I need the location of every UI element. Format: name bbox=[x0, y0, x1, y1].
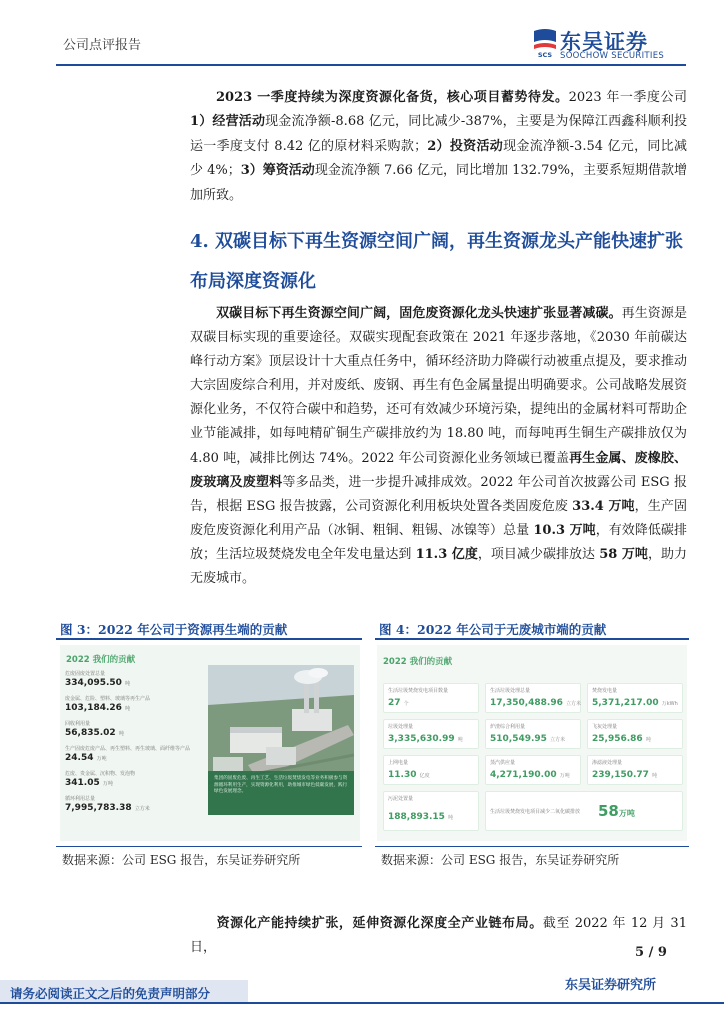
dual-carbon-lead: 双碳目标下再生资源空间广阔，固危废资源化龙头快速扩张显著减碳。 bbox=[216, 306, 622, 321]
fig4-card: 上网电量 11.30 亿度 bbox=[383, 755, 479, 785]
logo-mark-text: SCS bbox=[537, 51, 553, 58]
paragraph-cashflow: 2023 一季度持续为深度资源化备货，核心项目蓄势待发。2023 年一季度公司 1）经营活动现金流净额-8.68 亿元，同比减少-387%，主要是为保障江西鑫科顺利投运一季度支付 8.42 亿的原材料采购款；2）投资活动现金流净额-3.54 亿元，同比减少 4%；3）筹资活动现金流净额 7.66 亿元，同比增加 132.79%，主要系短期借款增加所致。 bbox=[190, 90, 687, 203]
figure-3-source: 数据来源：公司 ESG 报告，东吴证券研究所 bbox=[62, 853, 301, 867]
figure-4-source: 数据来源：公司 ESG 报告，东吴证券研究所 bbox=[381, 853, 620, 867]
report-type: 公司点评报告 bbox=[63, 38, 142, 53]
cashflow-lead: 2023 一季度持续为深度资源化备货，核心项目蓄势待发。 bbox=[216, 90, 569, 105]
fig4-title: 2022 我们的贡献 bbox=[383, 657, 453, 667]
soochow-logo-icon bbox=[532, 28, 558, 58]
section-heading: 4. 双碳目标下再生资源空间广阔，再生资源龙头产能快速扩张布局深度资源化 bbox=[190, 231, 684, 292]
fig3-stat: 回收利用量 56,835.02 吨 bbox=[65, 721, 124, 738]
research-institute-name: 东吴证券研究所 bbox=[565, 978, 657, 993]
disclaimer-text: 请务必阅读正文之后的免责声明部分 bbox=[10, 986, 211, 1001]
photo-caption: 集团的固废危废、再生工艺、生活垃圾焚烧发电等业务积极参与资源循环利用生产，实现资源化利用，助推城市绿色低碳发展，践行绿色发展理念。 bbox=[208, 771, 354, 815]
fig4-card: 炉渣综合利用量 510,549.95 立方米 bbox=[485, 719, 581, 749]
fig4-card: 渗滤液处理量 239,150.77 吨 bbox=[587, 755, 683, 785]
fig4-card: 污泥处置量 188,893.15 吨 bbox=[383, 791, 479, 831]
fig3-stat: 危废、贵金属、沉积物、发泡物 341.05 万吨 bbox=[65, 771, 136, 788]
disclaimer-banner bbox=[0, 980, 248, 1004]
page-number: 5 / 9 bbox=[635, 945, 667, 960]
figure-4-caption: 图 4：2022 年公司于无废城市端的贡献 bbox=[379, 622, 607, 637]
fig3-stat: 危废固废处置总量 334,095.50 吨 bbox=[65, 671, 131, 688]
capacity-lead: 资源化产能持续扩张，延伸资源化深度全产业链布局。 bbox=[216, 916, 543, 931]
figure-3-caption: 图 3：2022 年公司于资源再生端的贡献 bbox=[60, 622, 288, 637]
figure-3-image bbox=[60, 645, 360, 841]
figure-4-rule bbox=[375, 638, 689, 640]
fig3-stat: 循环利用总量 7,995,783.38 立方米 bbox=[65, 796, 150, 813]
fig4-card: 焚烧发电量 5,371,217.00 万kWh bbox=[587, 683, 683, 713]
paragraph-dual-carbon: 双碳目标下再生资源空间广阔，固危废资源化龙头快速扩张显著减碳。再生资源是双碳目标实现的重要途径。双碳实现配套政策在 2021 年逐步落地，《2030 年前碳达峰行动方案》顶层设计十大重点任务中，循环经济助力降碳行动被重点提及，要求推动大宗固废综合利用，并对废纸、废钢、再生有色金属量提出明确要求。公司战略发展资源化业务，不仅符合碳中和趋势，还可有效减少环境污染，提纯出的金属材料可帮助企业节能减排，如每吨精矿铜生产碳排放约为 18.80 吨，而每吨再生铜生产碳排放仅为 4.80 吨，减排比例达 74%。2022 年公司资源化业务领域已覆盖再生金属、废橡胶、废玻璃及废塑料等多品类，进一步提升减排成效。2022 年公司首次披露公司 ESG 报告，根据 ESG 报告披露，公司资源化利用板块处置各类固废危废 33.4 万吨，生产固废危废资源化利用产品（冰铜、粗铜、粗锡、冰镍等）总量 10.3 万吨，有效降低碳排放；生活垃圾焚烧发电全年发电量达到 11.3 亿度，项目减少碳排放达 58 万吨，助力无废城市。 bbox=[190, 306, 687, 587]
fig3-title: 2022 我们的贡献 bbox=[66, 655, 136, 665]
logo-english: SOOCHOW SECURITIES bbox=[560, 51, 665, 61]
figure-3-bottom-rule bbox=[56, 846, 362, 847]
fig4-card-highlight: 生活垃圾焚烧发电项目减少二氧化碳排放 58万吨 bbox=[485, 791, 683, 831]
fig4-card: 生活垃圾焚烧发电项目数量 27 个 bbox=[383, 683, 479, 713]
figure-4-image bbox=[377, 645, 687, 841]
fig3-stat: 废金属、危险、塑料、玻璃等再生产品 103,184.26 吨 bbox=[65, 696, 151, 713]
paragraph-capacity: 资源化产能持续扩张，延伸资源化深度全产业链布局。截至 2022 年 12 月 31 日， bbox=[190, 916, 687, 955]
figure-3-rule bbox=[56, 638, 362, 640]
fig4-card: 飞灰处理量 25,956.86 吨 bbox=[587, 719, 683, 749]
figure-4-bottom-rule bbox=[375, 846, 689, 847]
footer-divider bbox=[0, 1002, 724, 1004]
logo-chinese: 东吴证券 bbox=[560, 30, 648, 54]
fig4-card: 生活垃圾处理总量 17,350,488.96 立方米 bbox=[485, 683, 581, 713]
fig4-card: 垃圾处理量 3,335,630.99 吨 bbox=[383, 719, 479, 749]
fig4-card: 蒸汽供应量 4,271,190.00 万吨 bbox=[485, 755, 581, 785]
fig3-stat: 生产固废危废产品、再生塑料、再生玻璃、面纤维等产品 24.54 万吨 bbox=[65, 746, 191, 763]
soochow-logo bbox=[532, 26, 682, 62]
header-divider bbox=[56, 64, 686, 66]
